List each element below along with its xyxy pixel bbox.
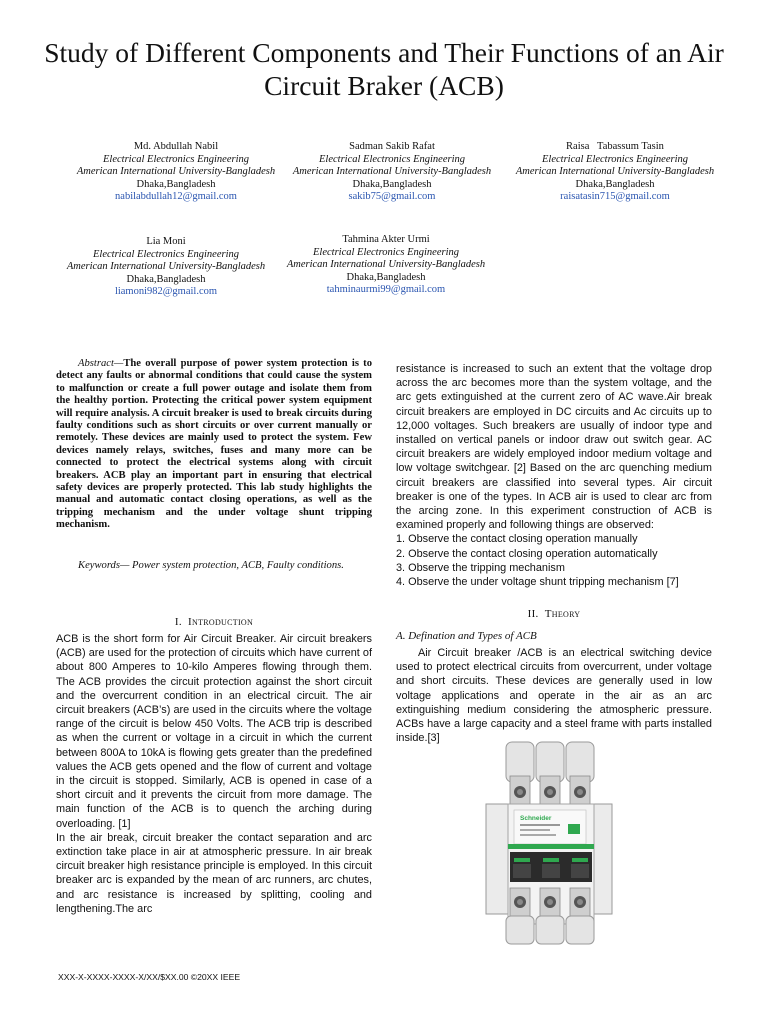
author-city: Dhaka,Bangladesh (346, 271, 426, 283)
list-item: 2. Observe the contact closing operation automatically (396, 547, 658, 560)
author-dept: Electrical Electronics Engineering (103, 153, 249, 165)
paragraph: ACB is the short form for Air Circuit Breaker. Air circuit breakers (ACB) are used for the protection of circuits which have current of about 800 Amperes to 10-kilo Amperes flowing through them. The ACB provides the circuit protection against the short circuit and the overcurrent condition in an electrical circuit. The air circuit breakers (ACB’s) are used in the circuits where the voltage range of the circuit is below 450 Volts. The ACB trip is described as when the current or voltage in a circuit in which the current between 800A to 10kA is flowing gets greater than the predefined values the ACB gets opened and the flow of current and voltage in the circuit is stopped. Similarly, ACB is opened in case of a short circuit and it prevents the circuit from more damage. The main function of the ACB is to quench the arching during overloading. [1] (56, 633, 372, 830)
author-city: Dhaka,Bangladesh (126, 273, 206, 285)
author-name: Raisa Tabassum Tasin (566, 141, 664, 152)
theory-body (396, 646, 712, 745)
paragraph: resistance is increased to such an extent that the voltage drop across the arc becomes more than the system voltage, and the arc gets extinguished at the current zero of AC wave.Air break circuit breakers are employed in DC circuits and Ac circuits up to 12,000 voltages. Such breakers are usually of indoor type and installed on vertical panels or indoor draw out switch gear. AC circuit breakers are widely employed indoor medium voltage and low voltage switchgear. [2] Based on the arc quenching medium circuit breakers are classified into several types. Air circuit breaker is one of the types. In ACB air is used to clear arc from the arcing zone. In this experiment construction of ACB is examined properly and following things are observed: (396, 363, 712, 532)
author-univ: American International University-Bangladesh (76, 166, 276, 178)
section-number: I. (174, 616, 182, 628)
author-univ: American International University-Bangladesh (515, 166, 715, 178)
author-univ: American International University-Bangladesh (66, 261, 266, 273)
circuit-breaker-icon (468, 740, 628, 946)
author-email[interactable]: liamoni982@gmail.com (114, 286, 218, 298)
author-block (282, 141, 502, 204)
author-dept: Electrical Electronics Engineering (313, 246, 459, 258)
abstract (56, 358, 372, 532)
author-block (505, 141, 725, 204)
author-dept: Electrical Electronics Engineering (319, 153, 465, 165)
author-dept: Electrical Electronics Engineering (93, 248, 239, 260)
author-univ: American International University-Bangladesh (286, 259, 486, 271)
section-title: Introduction (188, 616, 254, 628)
list-item: 1. Observe the contact closing operation manually (396, 533, 638, 546)
author-name: Tahmina Akter Urmi (342, 234, 430, 245)
author-email[interactable]: tahminaurmi99@gmail.com (326, 284, 446, 296)
author-email[interactable]: nabilabdullah12@gmail.com (115, 191, 237, 203)
paper-title: Study of Different Components and Their Functions of an Air Circuit Braker (ACB) (44, 37, 724, 101)
author-name: Lia Moni (146, 236, 186, 247)
introduction-body (56, 632, 372, 916)
subsection-heading: A. Defination and Types of ACB (396, 630, 537, 642)
list-item: 3. Observe the tripping mechanism (396, 561, 565, 574)
author-email[interactable]: raisatasin715@gmail.com (560, 191, 670, 203)
section-number: II. (527, 608, 539, 620)
author-name: Sadman Sakib Rafat (349, 141, 435, 152)
section-title: Theory (544, 608, 581, 620)
abstract-label: Abstract— (78, 358, 124, 369)
keywords (56, 560, 372, 572)
author-block (276, 234, 496, 297)
author-city: Dhaka,Bangladesh (136, 178, 216, 190)
circuit-breaker-figure (468, 740, 628, 946)
section-heading (396, 608, 712, 620)
author-block (66, 141, 286, 204)
author-univ: American International University-Bangladesh (292, 166, 492, 178)
copyright-footer: XXX-X-XXXX-XXXX-X/XX/$XX.00 ©20XX IEEE (58, 972, 241, 982)
keywords-label: Keywords— (78, 560, 130, 571)
author-dept: Electrical Electronics Engineering (542, 153, 688, 165)
right-column-body (396, 362, 712, 589)
list-item: 4. Observe the under voltage shunt tripping mechanism [7] (396, 576, 679, 589)
author-city: Dhaka,Bangladesh (575, 178, 655, 190)
author-email[interactable]: sakib75@gmail.com (348, 191, 436, 203)
keywords-text: Power system protection, ACB, Faulty conditions. (129, 560, 344, 571)
paragraph: In the air break, circuit breaker the contact separation and arc extinction take place in air at atmospheric pressure. In air break circuit breaker high resistance principle is employed. In this circuit breaker arc is expanded by the mean of arc runners, arc chutes, and arc resistance is increased by splitting, cooling and lengthening.The arc (56, 831, 372, 915)
brand-label: Schneider (520, 815, 552, 822)
abstract-text: The overall purpose of power system protection is to detect any faults or abnormal conditions that could cause the system to malfunction or create a full power outage and isolate them from the healthy portion. Protecting the critical power system equipment will require analysis. A circuit breaker is used to break circuits during faulty conditions such as short circuits or over current manually or remotely. These devices are mainly used to protect the system. Few devices namely relays, switches, fuses and many more can be connected to protect the electrical systems along with circuit breakers. ACB play an important part in ensuring that electrical safety devices are properly protected. This lab study highlights the manual and automatic contact closing operations, as well as the tripping mechanism and the under voltage shunt tripping mechanism. (56, 358, 372, 531)
author-block (56, 236, 276, 299)
paragraph: Air Circuit breaker /ACB is an electrical switching device used to protect electrical circuits from overcurrent, under voltage and short circuits. These devices are generally used in low voltage applications and operate in the air as an arc extinguishing medium considering the atmospheric pressure. ACBs have a large capacity and a steel frame with parts installed inside.[3] (396, 647, 712, 745)
author-name: Md. Abdullah Nabil (133, 141, 219, 152)
author-city: Dhaka,Bangladesh (352, 178, 432, 190)
section-heading (56, 616, 372, 628)
